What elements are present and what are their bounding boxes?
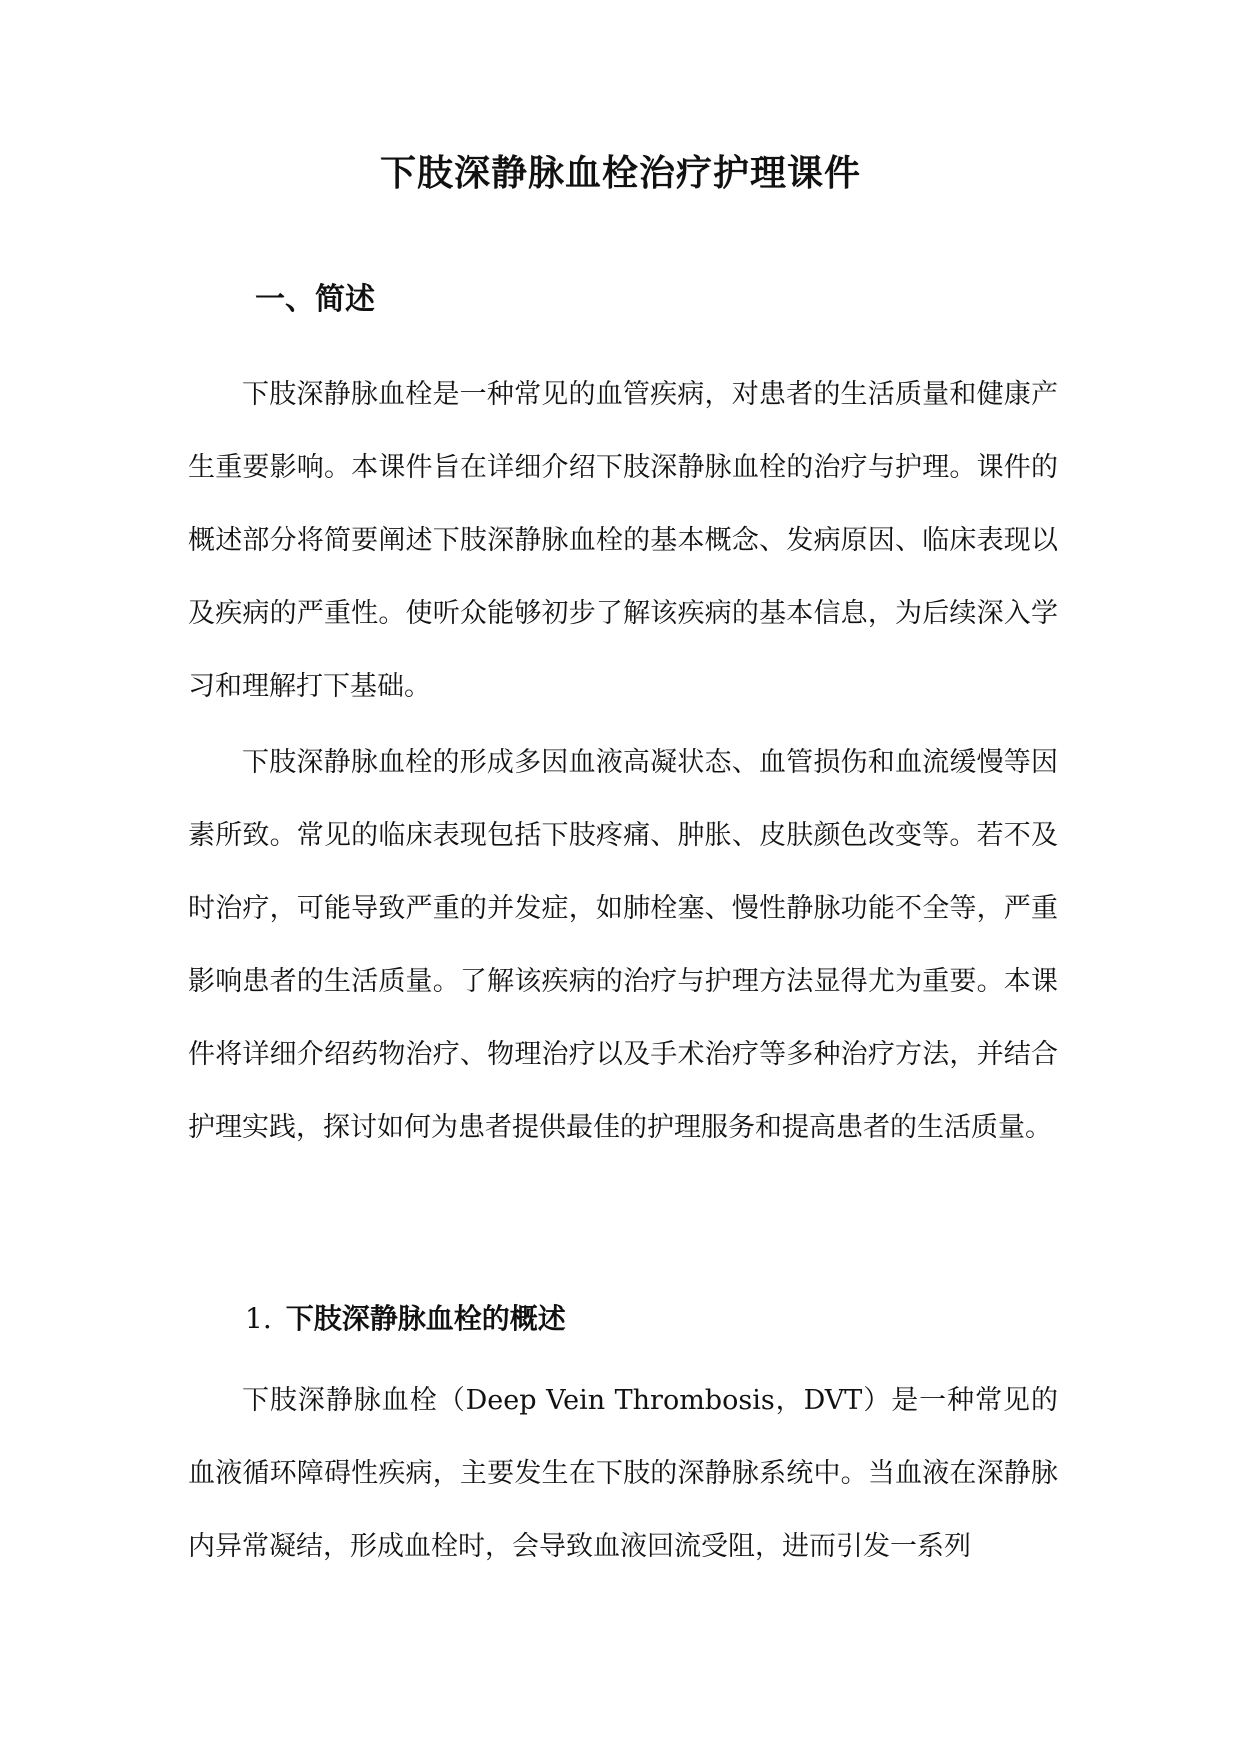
subsection-number: 1.	[245, 1302, 272, 1335]
document-title: 下肢深静脉血栓治疗护理课件	[379, 152, 861, 194]
paragraph-overview-causes: 下肢深静脉血栓的形成多因血液高凝状态、血管损伤和血流缓慢等因素所致。常见的临床表现包括下肢疼痛、肿胀、皮肤颜色改变等。若不及时治疗，可能导致严重的并发症，如肺栓塞、慢性静脉功能不全等，严重影响患者的生活质量。了解该疾病的治疗与护理方法显得尤为重要。本课件将详细介绍药物治疗、物理治疗以及手术治疗等多种治疗方法，并结合护理实践，探讨如何为患者提供最佳的护理服务和提高患者的生活质量。	[188, 747, 1058, 1143]
subsection-title: 下肢深静脉血栓的概述	[285, 1302, 566, 1335]
section-heading-overview: 一、简述	[255, 282, 375, 317]
paragraph-overview-intro: 下肢深静脉血栓是一种常见的血管疾病，对患者的生活质量和健康产生重要影响。本课件旨在详细介绍下肢深静脉血栓的治疗与护理。课件的概述部分将简要阐述下肢深静脉血栓的基本概念、发病原因、临床表现以及疾病的严重性。使听众能够初步了解该疾病的基本信息，为后续深入学习和理解打下基础。	[188, 379, 1058, 702]
subsection-heading-dvt-overview	[245, 1297, 566, 1341]
paragraph-dvt-definition: 下肢深静脉血栓（Deep Vein Thrombosis，DVT）是一种常见的血液循环障碍性疾病，主要发生在下肢的深静脉系统中。当血液在深静脉内异常凝结，形成血栓时，会导致血液回流受阻，进而引发一系列	[188, 1385, 1058, 1562]
